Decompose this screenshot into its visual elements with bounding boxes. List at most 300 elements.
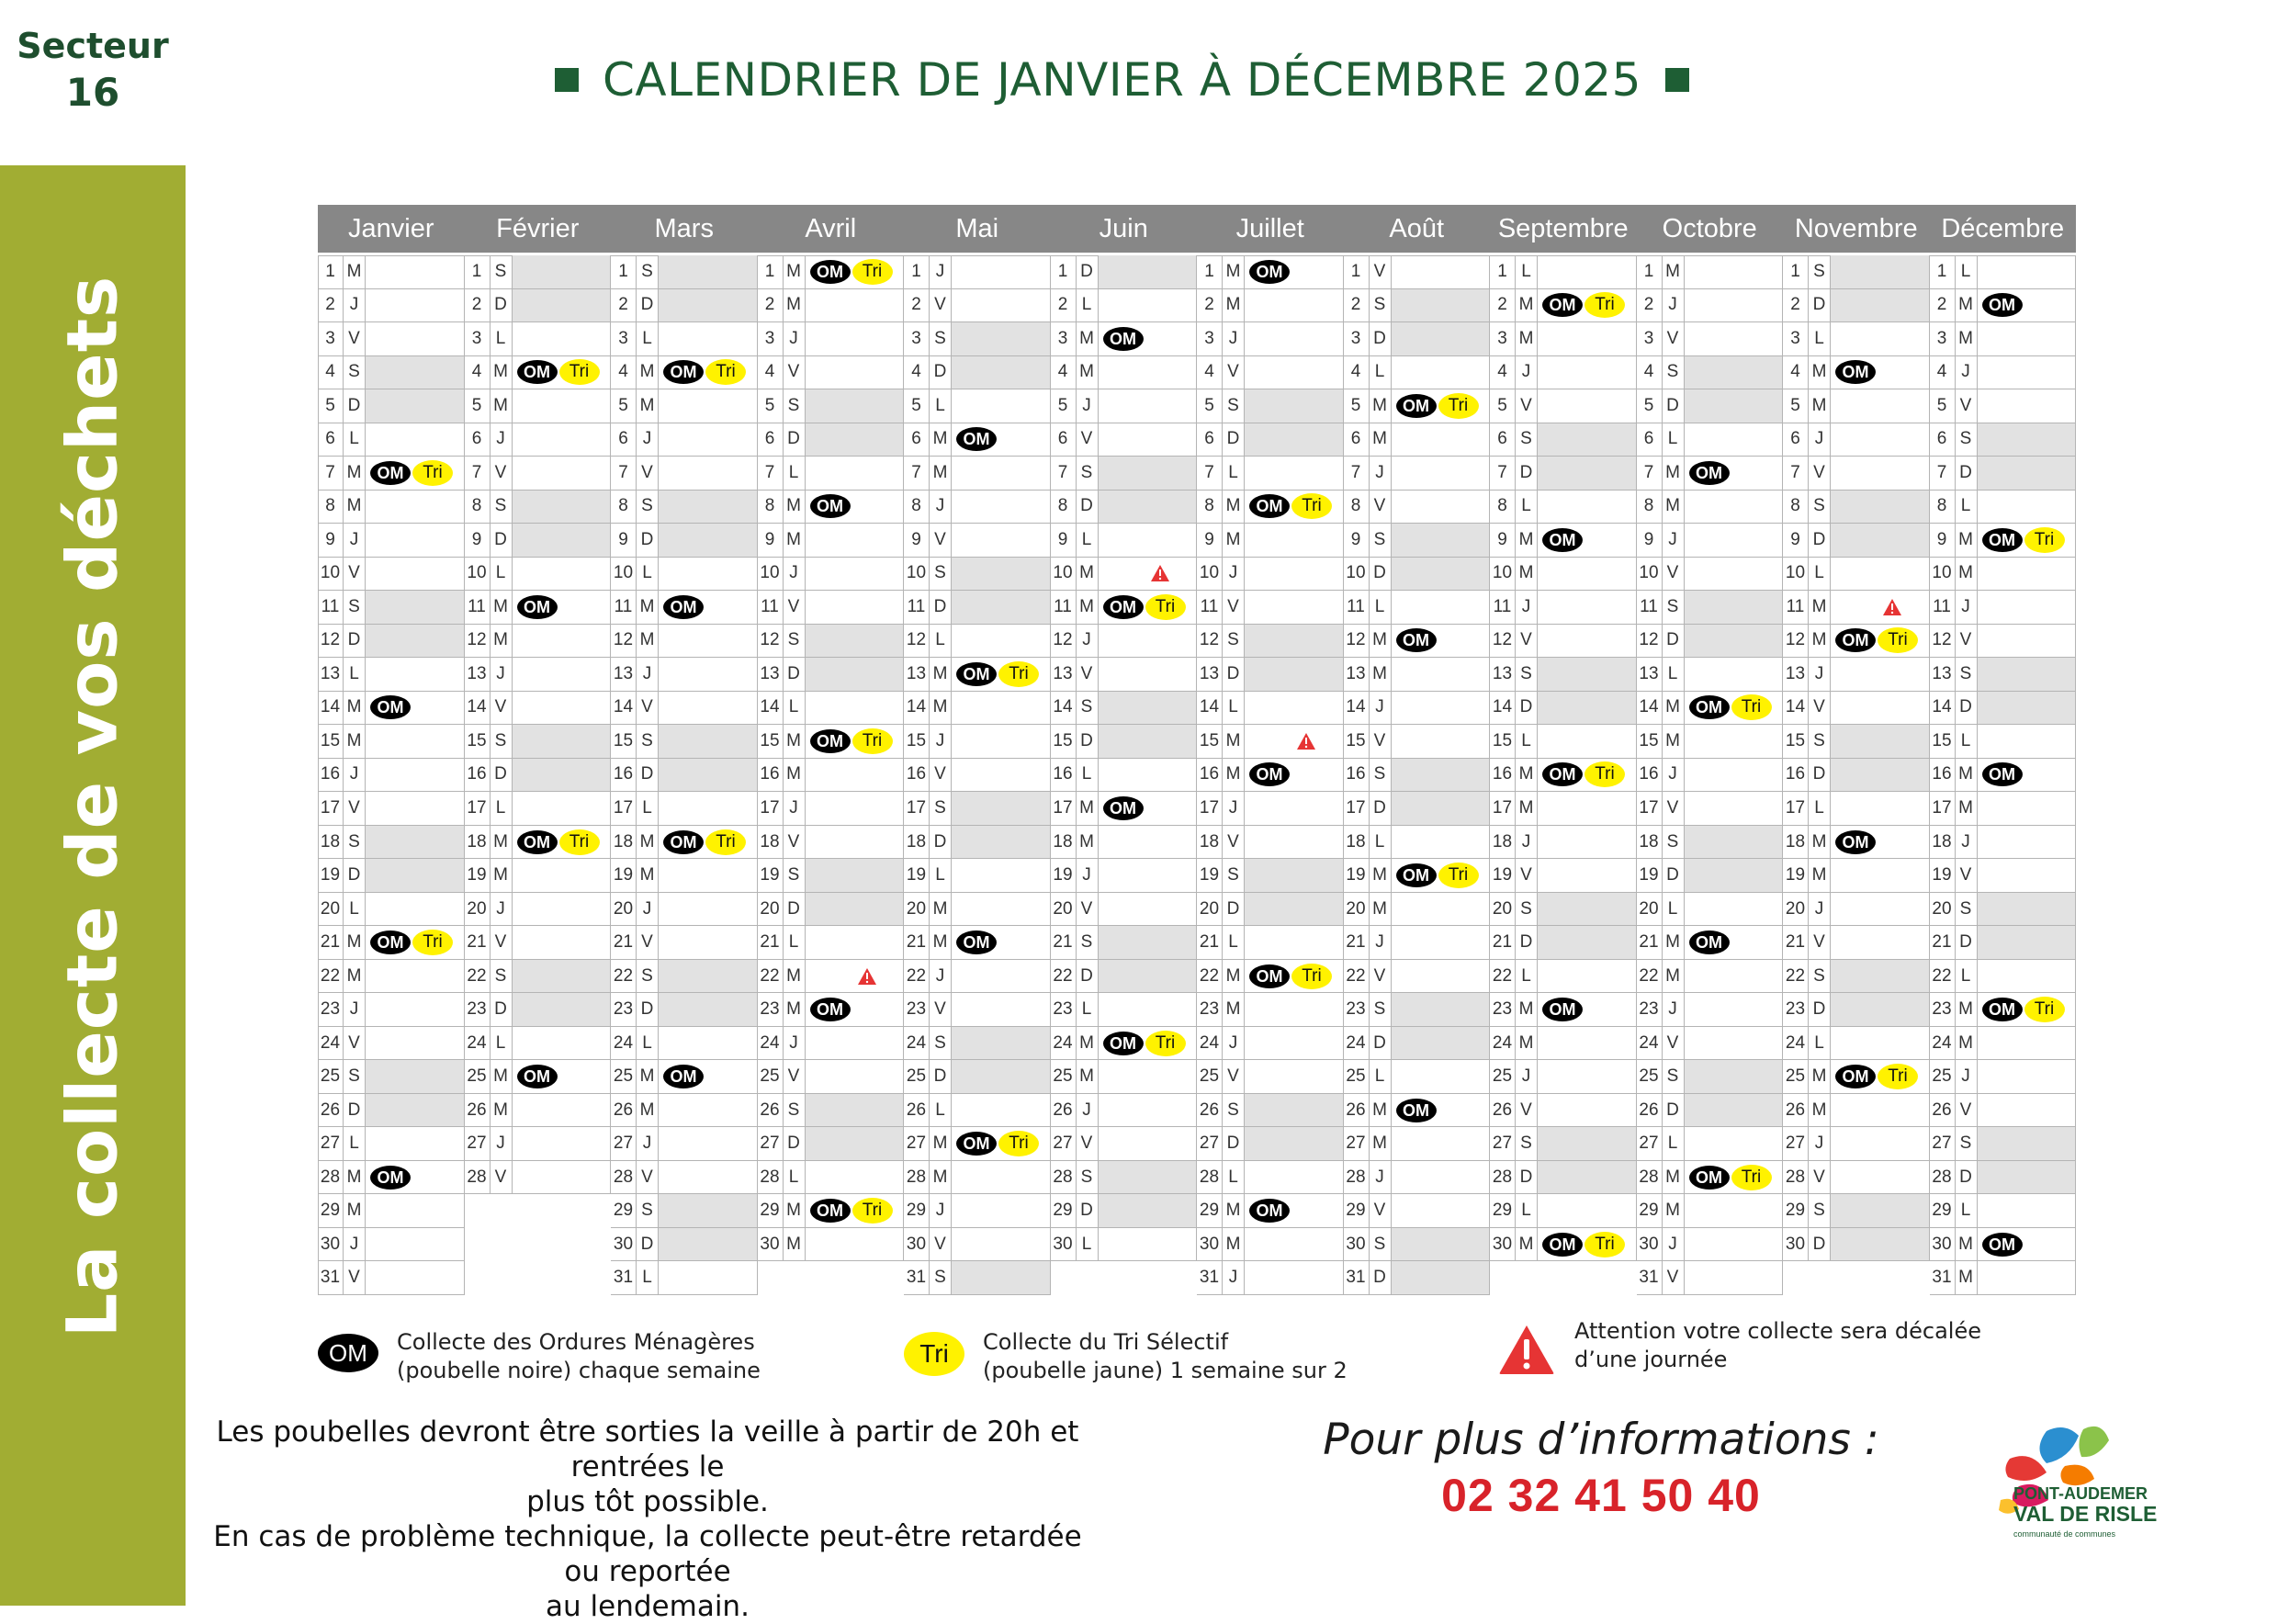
day-events xyxy=(1245,289,1343,322)
day-number: 15 xyxy=(318,725,344,758)
day-number: 2 xyxy=(1930,289,1956,322)
weekday-letter: S xyxy=(1956,893,1978,926)
day-number: 20 xyxy=(1197,893,1223,926)
day-events xyxy=(1685,491,1783,524)
legend-om-text xyxy=(397,1328,761,1385)
day-number: 22 xyxy=(1490,960,1516,993)
day-number: 19 xyxy=(611,859,637,892)
day-number: 9 xyxy=(1490,524,1516,557)
logo-line2: VAL DE RISLE xyxy=(2013,1502,2158,1526)
day-cell xyxy=(1930,356,2077,390)
day-number: 29 xyxy=(1783,1194,1809,1227)
day-events xyxy=(659,1194,757,1227)
weekday-letter: J xyxy=(930,491,952,524)
day-events xyxy=(1245,591,1343,624)
day-cell xyxy=(1930,1161,2077,1195)
day-cell xyxy=(1490,524,1637,558)
weekday-letter: J xyxy=(1370,1161,1392,1194)
day-events xyxy=(1392,692,1490,725)
day-number: 22 xyxy=(1637,960,1663,993)
weekday-letter: M xyxy=(637,356,659,389)
weekday-letter: V xyxy=(1516,859,1538,892)
day-number: 2 xyxy=(904,289,930,322)
day-cell xyxy=(1490,993,1637,1027)
day-number: 4 xyxy=(1783,356,1809,389)
weekday-letter: D xyxy=(1516,1161,1538,1194)
weekday-letter: L xyxy=(344,658,366,691)
day-cell xyxy=(904,255,1051,289)
om-badge-icon: OM xyxy=(517,360,558,384)
weekday-letter: M xyxy=(1370,1127,1392,1160)
day-cell xyxy=(318,1094,465,1128)
day-number: 9 xyxy=(611,524,637,557)
day-events xyxy=(366,792,464,825)
day-number: 28 xyxy=(1783,1161,1809,1194)
weekday-letter: M xyxy=(491,591,513,624)
day-cell xyxy=(1490,826,1637,860)
day-events xyxy=(1099,356,1197,389)
day-cell xyxy=(318,1228,465,1262)
tri-badge-icon: Tri xyxy=(1291,493,1332,519)
day-number: 8 xyxy=(1930,491,1956,524)
day-number: 14 xyxy=(1930,692,1956,725)
day-events xyxy=(806,725,904,758)
day-number: 23 xyxy=(1637,993,1663,1026)
info-label: Pour plus d’informations : xyxy=(1323,1415,1879,1465)
day-cell xyxy=(1783,558,1930,592)
tri-badge-icon: Tri xyxy=(998,661,1039,687)
day-number: 22 xyxy=(904,960,930,993)
day-events xyxy=(1978,1094,2076,1127)
day-events xyxy=(1978,457,2076,490)
month-header: Juin xyxy=(1099,214,1148,243)
day-events xyxy=(1099,625,1197,658)
day-events xyxy=(1685,423,1783,457)
weekday-letter: V xyxy=(1370,725,1392,758)
day-number: 11 xyxy=(1197,591,1223,624)
day-cell xyxy=(1637,389,1784,423)
weekday-letter: J xyxy=(784,1027,806,1060)
day-events xyxy=(806,389,904,423)
day-events xyxy=(952,356,1050,389)
weekday-letter: S xyxy=(1516,423,1538,457)
day-events xyxy=(1685,524,1783,557)
day-events xyxy=(1538,491,1636,524)
weekday-letter: L xyxy=(1370,826,1392,859)
weekday-letter: D xyxy=(637,524,659,557)
phone-number[interactable]: 02 32 41 50 40 xyxy=(1441,1470,1761,1521)
day-events xyxy=(1978,993,2076,1026)
weekday-letter: V xyxy=(784,591,806,624)
day-events xyxy=(1392,1094,1490,1127)
day-events xyxy=(952,792,1050,825)
day-cell xyxy=(1783,960,1930,994)
day-events xyxy=(1538,926,1636,959)
day-cell xyxy=(1783,625,1930,659)
weekday-letter: L xyxy=(491,1027,513,1060)
weekday-letter: M xyxy=(1956,1228,1978,1261)
day-cell xyxy=(465,1060,612,1094)
day-number: 21 xyxy=(1930,926,1956,959)
logo-line3: communauté de communes xyxy=(2013,1529,2116,1539)
day-cell xyxy=(611,1027,758,1061)
day-number: 8 xyxy=(1051,491,1077,524)
day-number: 16 xyxy=(318,759,344,792)
day-events xyxy=(1538,725,1636,758)
day-cell xyxy=(1197,826,1344,860)
day-number: 12 xyxy=(1051,625,1077,658)
day-cell xyxy=(1930,322,2077,356)
warning-triangle-icon xyxy=(1150,564,1170,582)
weekday-letter: M xyxy=(1077,826,1099,859)
weekday-letter: V xyxy=(1370,491,1392,524)
day-number: 21 xyxy=(1783,926,1809,959)
day-cell xyxy=(611,993,758,1027)
day-cell xyxy=(318,1161,465,1195)
weekday-letter: J xyxy=(637,1127,659,1160)
day-number: 18 xyxy=(1344,826,1370,859)
weekday-letter: L xyxy=(637,558,659,591)
weekday-letter: V xyxy=(1956,625,1978,658)
day-cell xyxy=(465,322,612,356)
sidebar xyxy=(0,0,186,1606)
day-events xyxy=(1099,993,1197,1026)
day-cell xyxy=(904,1161,1051,1195)
weekday-letter: S xyxy=(1370,759,1392,792)
weekday-letter: S xyxy=(784,389,806,423)
day-cell xyxy=(904,826,1051,860)
day-events xyxy=(1978,859,2076,892)
day-events xyxy=(1685,859,1783,892)
day-events xyxy=(366,524,464,557)
day-number: 10 xyxy=(318,558,344,591)
om-badge-icon: OM xyxy=(1689,1166,1730,1190)
day-number: 3 xyxy=(904,322,930,355)
day-cell xyxy=(318,389,465,423)
day-number: 1 xyxy=(1344,255,1370,288)
day-cell xyxy=(904,658,1051,692)
day-number: 16 xyxy=(904,759,930,792)
weekday-letter: J xyxy=(1516,591,1538,624)
day-events xyxy=(1685,792,1783,825)
day-cell xyxy=(904,491,1051,524)
day-cell xyxy=(758,658,905,692)
day-events xyxy=(1392,893,1490,926)
day-cell xyxy=(758,792,905,826)
day-number: 5 xyxy=(611,389,637,423)
month-header: Septembre xyxy=(1497,214,1629,243)
weekday-letter: J xyxy=(1956,1060,1978,1093)
day-cell xyxy=(758,457,905,491)
day-events xyxy=(952,558,1050,591)
weekday-letter: J xyxy=(1223,1027,1245,1060)
day-cell xyxy=(1344,1261,1491,1295)
weekday-letter: S xyxy=(1077,926,1099,959)
day-events xyxy=(659,558,757,591)
day-cell xyxy=(465,826,612,860)
weekday-letter: V xyxy=(1516,1094,1538,1127)
weekday-letter: L xyxy=(1370,356,1392,389)
day-number: 12 xyxy=(1637,625,1663,658)
weekday-letter: S xyxy=(784,625,806,658)
weekday-letter: D xyxy=(784,893,806,926)
weekday-letter: M xyxy=(637,859,659,892)
day-number: 22 xyxy=(1051,960,1077,993)
day-events xyxy=(806,1027,904,1060)
day-number: 15 xyxy=(1197,725,1223,758)
day-cell xyxy=(1490,457,1637,491)
day-events xyxy=(1831,322,1929,355)
day-events xyxy=(952,658,1050,691)
day-number: 10 xyxy=(1197,558,1223,591)
day-events xyxy=(1392,255,1490,288)
day-events xyxy=(1245,725,1343,758)
weekday-letter: S xyxy=(1516,893,1538,926)
day-number: 26 xyxy=(904,1094,930,1127)
day-cell xyxy=(318,725,465,759)
day-events xyxy=(1831,993,1929,1026)
weekday-letter: M xyxy=(491,1094,513,1127)
day-cell xyxy=(904,725,1051,759)
day-events xyxy=(1392,389,1490,423)
day-number: 31 xyxy=(1930,1261,1956,1294)
weekday-letter: V xyxy=(1663,1261,1685,1294)
om-badge-icon: OM xyxy=(1249,762,1290,786)
day-cell xyxy=(611,1228,758,1262)
day-events xyxy=(366,993,464,1026)
day-number: 20 xyxy=(1783,893,1809,926)
legend-warning xyxy=(1497,1317,1981,1376)
day-number: 18 xyxy=(1930,826,1956,859)
day-cell xyxy=(318,1261,465,1295)
day-events xyxy=(806,759,904,792)
day-events xyxy=(513,759,611,792)
day-events xyxy=(366,692,464,725)
day-events xyxy=(1099,1127,1197,1160)
weekday-letter: L xyxy=(1370,591,1392,624)
weekday-letter: S xyxy=(1370,993,1392,1026)
day-cell xyxy=(1344,558,1491,592)
day-cell xyxy=(611,1161,758,1195)
day-number: 1 xyxy=(1197,255,1223,288)
weekday-letter: V xyxy=(930,524,952,557)
contact-info xyxy=(1303,1415,1900,1522)
day-events xyxy=(1392,926,1490,959)
weekday-letter: S xyxy=(1370,289,1392,322)
day-events xyxy=(1538,356,1636,389)
day-cell xyxy=(1783,725,1930,759)
legend-tri-text xyxy=(983,1328,1348,1385)
om-badge-icon: OM xyxy=(1249,260,1290,284)
weekday-letter: D xyxy=(1956,457,1978,490)
day-number: 3 xyxy=(1930,322,1956,355)
day-cell xyxy=(465,859,612,893)
day-cell xyxy=(1051,289,1198,323)
day-number: 31 xyxy=(1344,1261,1370,1294)
weekday-letter: S xyxy=(1370,1228,1392,1261)
day-cell xyxy=(1490,960,1637,994)
weekday-letter: L xyxy=(1956,491,1978,524)
day-cell xyxy=(465,1127,612,1161)
day-events xyxy=(1538,1094,1636,1127)
weekday-letter: L xyxy=(784,926,806,959)
day-number: 9 xyxy=(1783,524,1809,557)
day-events xyxy=(1831,826,1929,859)
om-badge-icon: OM xyxy=(1982,998,2023,1021)
day-number: 3 xyxy=(1637,322,1663,355)
day-cell xyxy=(1930,993,2077,1027)
day-events xyxy=(1099,725,1197,758)
day-cell xyxy=(1490,558,1637,592)
day-number: 26 xyxy=(758,1094,784,1127)
day-events xyxy=(659,1060,757,1093)
day-cell xyxy=(1051,491,1198,524)
day-cell xyxy=(1051,558,1198,592)
day-cell xyxy=(904,759,1051,793)
day-events xyxy=(1099,389,1197,423)
day-events xyxy=(806,1127,904,1160)
om-badge-icon: OM xyxy=(318,1334,378,1372)
weekday-letter: J xyxy=(491,658,513,691)
day-number: 10 xyxy=(1051,558,1077,591)
day-cell xyxy=(1197,692,1344,726)
day-events xyxy=(366,558,464,591)
weekday-letter: M xyxy=(784,289,806,322)
day-number: 2 xyxy=(1197,289,1223,322)
om-badge-icon: OM xyxy=(810,494,851,518)
day-events xyxy=(1099,658,1197,691)
weekday-letter: J xyxy=(1223,792,1245,825)
day-cell xyxy=(904,692,1051,726)
day-cell xyxy=(1783,859,1930,893)
day-number: 7 xyxy=(611,457,637,490)
day-cell xyxy=(611,658,758,692)
weekday-letter: J xyxy=(1663,524,1685,557)
day-events xyxy=(1685,1127,1783,1160)
day-number: 21 xyxy=(904,926,930,959)
day-cell xyxy=(611,826,758,860)
day-events xyxy=(1392,859,1490,892)
day-number: 23 xyxy=(758,993,784,1026)
weekday-letter: M xyxy=(491,389,513,423)
day-cell xyxy=(1051,524,1198,558)
day-events xyxy=(366,1027,464,1060)
day-number: 28 xyxy=(904,1161,930,1194)
day-number: 7 xyxy=(1930,457,1956,490)
day-events xyxy=(1099,759,1197,792)
day-number: 21 xyxy=(758,926,784,959)
day-cell xyxy=(1637,792,1784,826)
weekday-letter: J xyxy=(637,893,659,926)
day-events xyxy=(806,859,904,892)
om-badge-icon: OM xyxy=(1982,528,2023,552)
day-events xyxy=(659,1027,757,1060)
weekday-letter: S xyxy=(637,725,659,758)
day-cell xyxy=(1344,1060,1491,1094)
weekday-letter: D xyxy=(1516,692,1538,725)
day-events xyxy=(806,255,904,288)
weekday-letter: V xyxy=(784,1060,806,1093)
weekday-letter: D xyxy=(1223,893,1245,926)
day-cell xyxy=(465,591,612,625)
day-events xyxy=(513,457,611,490)
weekday-letter: D xyxy=(1077,255,1099,288)
day-cell xyxy=(1930,255,2077,289)
day-cell xyxy=(318,591,465,625)
om-badge-icon: OM xyxy=(663,830,704,854)
day-events xyxy=(806,826,904,859)
weekday-letter: S xyxy=(344,356,366,389)
day-events xyxy=(513,1027,611,1060)
weekday-letter: V xyxy=(930,289,952,322)
day-events xyxy=(513,658,611,691)
day-cell xyxy=(904,960,1051,994)
day-cell xyxy=(1490,255,1637,289)
om-badge-icon: OM xyxy=(1835,628,1876,652)
day-number: 29 xyxy=(318,1194,344,1227)
day-events xyxy=(1685,1027,1783,1060)
day-cell xyxy=(318,692,465,726)
legend-warning-line2: d’une journée xyxy=(1574,1347,1728,1372)
day-number: 30 xyxy=(1930,1228,1956,1261)
day-cell xyxy=(904,1228,1051,1262)
month-header: Août xyxy=(1389,214,1445,243)
day-events xyxy=(513,356,611,389)
day-events xyxy=(1685,457,1783,490)
weekday-letter: V xyxy=(1223,356,1245,389)
day-cell xyxy=(611,1127,758,1161)
day-cell xyxy=(465,255,612,289)
weekday-letter: J xyxy=(1956,591,1978,624)
day-number: 8 xyxy=(758,491,784,524)
day-number: 5 xyxy=(465,389,491,423)
day-cell xyxy=(1197,1161,1344,1195)
weekday-letter: J xyxy=(1809,423,1831,457)
day-cell xyxy=(1197,1194,1344,1228)
weekday-letter: M xyxy=(784,491,806,524)
day-cell xyxy=(465,524,612,558)
day-events xyxy=(659,1094,757,1127)
weekday-letter: S xyxy=(1956,658,1978,691)
day-events xyxy=(1538,1027,1636,1060)
day-events xyxy=(1831,1161,1929,1194)
day-number: 17 xyxy=(465,792,491,825)
day-cell xyxy=(1637,591,1784,625)
day-cell xyxy=(1197,457,1344,491)
day-number: 12 xyxy=(1930,625,1956,658)
day-cell xyxy=(318,558,465,592)
day-number: 25 xyxy=(1637,1060,1663,1093)
day-events xyxy=(1099,1194,1197,1227)
day-number: 7 xyxy=(758,457,784,490)
day-number: 7 xyxy=(1637,457,1663,490)
day-events xyxy=(1831,725,1929,758)
day-number: 9 xyxy=(1051,524,1077,557)
day-number: 16 xyxy=(1197,759,1223,792)
day-events xyxy=(1245,960,1343,993)
day-events xyxy=(1538,322,1636,355)
om-badge-icon: OM xyxy=(1835,830,1876,854)
day-number: 17 xyxy=(758,792,784,825)
weekday-letter: M xyxy=(1663,1194,1685,1227)
day-number: 14 xyxy=(1344,692,1370,725)
day-cell xyxy=(1051,1060,1198,1094)
day-cell xyxy=(758,692,905,726)
day-cell xyxy=(1783,759,1930,793)
weekday-letter: M xyxy=(1663,457,1685,490)
weekday-letter: D xyxy=(344,859,366,892)
day-number: 4 xyxy=(1930,356,1956,389)
